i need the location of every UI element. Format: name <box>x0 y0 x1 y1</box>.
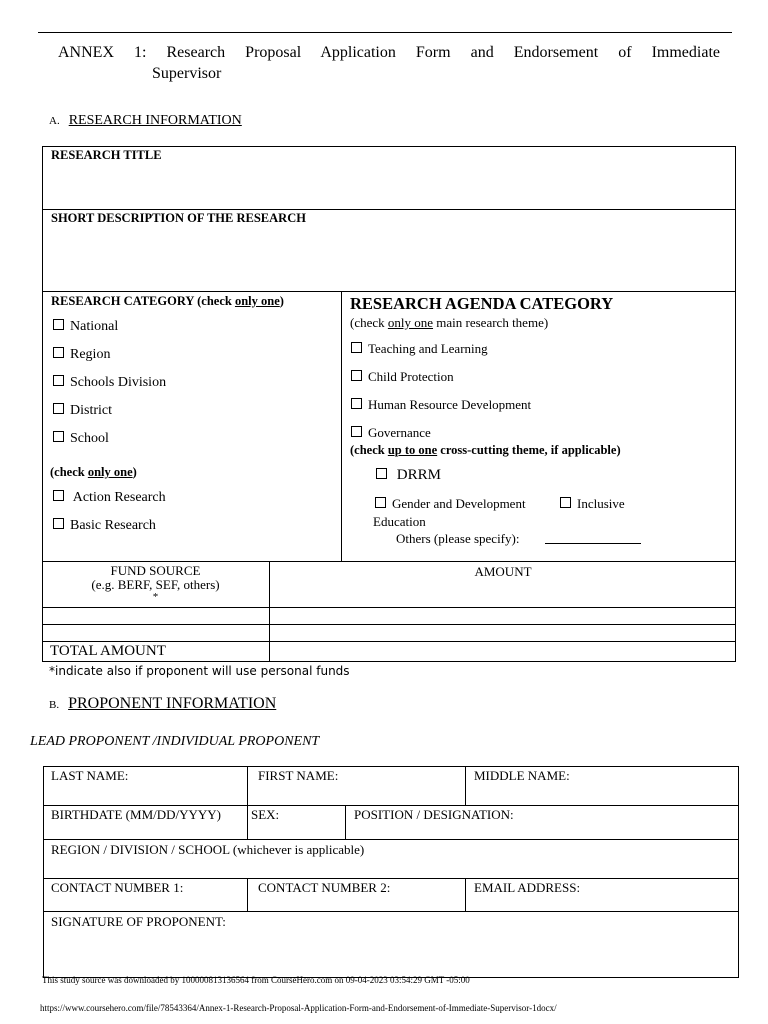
section-b-heading <box>49 695 276 713</box>
amount-header: AMOUNT <box>474 564 532 579</box>
research-type-note <box>50 465 137 480</box>
section-a-heading <box>49 113 242 129</box>
checkbox-label: Gender and Development <box>392 496 526 511</box>
fund-source-header <box>42 564 269 603</box>
annex-title: ANNEX 1: Research Proposal Application Form and Endorsement of Immediate <box>58 44 720 61</box>
inclusive-education-cont: Education <box>373 514 426 529</box>
fund-source-cell[interactable] <box>43 625 268 640</box>
checkbox-icon <box>375 497 386 508</box>
divider <box>42 291 736 292</box>
divider <box>465 766 466 805</box>
checkbox-label: Teaching and Learning <box>368 341 488 356</box>
email-field[interactable]: EMAIL ADDRESS: <box>474 880 581 895</box>
checkbox-icon <box>351 370 362 381</box>
checkbox-region[interactable] <box>53 347 110 363</box>
source-url[interactable]: https://www.coursehero.com/file/78543364/Annex-1-Research-Proposal-Application-Form-and-Endorsement-of-Immediate-Supervisor-1docx/ <box>40 1003 557 1013</box>
others-label: Others (please specify): <box>396 531 520 546</box>
label-text: ) <box>279 294 284 308</box>
checkbox-icon <box>53 319 64 330</box>
signature-field[interactable]: SIGNATURE OF PROPONENT: <box>51 914 226 929</box>
divider <box>43 805 739 806</box>
checkbox-gender-development[interactable] <box>375 496 526 512</box>
checkbox-teaching-learning[interactable] <box>351 341 488 357</box>
checkbox-icon <box>53 403 64 414</box>
total-amount-label: TOTAL AMOUNT <box>50 643 166 659</box>
others-specify-blank[interactable] <box>545 543 641 544</box>
note-emphasis: only one <box>87 465 133 479</box>
fund-source-label: FUND SOURCE <box>110 563 201 578</box>
checkbox-governance[interactable] <box>351 425 431 441</box>
checkbox-icon <box>53 518 64 529</box>
agenda-note <box>350 315 548 331</box>
checkbox-action-research[interactable] <box>53 490 166 506</box>
note-text: main research theme) <box>433 315 549 330</box>
fund-footnote: *indicate also if proponent will use personal funds <box>49 664 350 678</box>
checkbox-label: Child Protection <box>368 369 454 384</box>
checkbox-icon <box>53 431 64 442</box>
note-text: ) <box>132 465 137 479</box>
checkbox-icon <box>560 497 571 508</box>
total-amount-field[interactable] <box>271 642 734 661</box>
agenda-heading: RESEARCH AGENDA CATEGORY <box>350 294 614 313</box>
proponent-info-table <box>43 766 739 978</box>
checkbox-label: Inclusive <box>577 496 625 511</box>
divider <box>42 209 736 210</box>
note-text: (check <box>350 443 388 457</box>
checkbox-label: National <box>70 319 119 334</box>
short-description-label: SHORT DESCRIPTION OF THE RESEARCH <box>51 211 306 225</box>
note-text: cross-cutting theme, if applicable) <box>437 443 621 457</box>
checkbox-label: Basic Research <box>70 518 156 533</box>
divider <box>43 878 739 879</box>
lead-proponent-heading: LEAD PROPONENT /INDIVIDUAL PROPONENT <box>30 734 320 749</box>
label-emphasis: only one <box>234 294 280 308</box>
fund-source-example: (e.g. BERF, SEF, others) <box>91 577 220 592</box>
checkbox-icon <box>351 342 362 353</box>
last-name-field[interactable]: LAST NAME: <box>51 768 129 783</box>
divider <box>43 911 739 912</box>
checkbox-label: School <box>70 431 109 446</box>
contact1-field[interactable]: CONTACT NUMBER 1: <box>51 880 184 895</box>
cross-cutting-note <box>350 443 621 458</box>
note-text: (check <box>350 315 388 330</box>
fund-source-cell[interactable] <box>43 608 268 623</box>
divider <box>465 878 466 911</box>
checkbox-label: Governance <box>368 425 431 440</box>
amount-cell[interactable] <box>271 608 734 623</box>
top-rule <box>38 32 732 33</box>
checkbox-icon <box>351 398 362 409</box>
checkbox-icon <box>351 426 362 437</box>
checkbox-label: Region <box>70 347 111 362</box>
checkbox-school[interactable] <box>53 431 109 447</box>
checkbox-drrm[interactable] <box>376 467 441 483</box>
checkbox-label: District <box>70 403 112 418</box>
research-title-field[interactable] <box>50 168 730 206</box>
checkbox-label: Schools Division <box>70 375 167 390</box>
checkbox-basic-research[interactable] <box>53 518 156 534</box>
divider <box>341 291 342 561</box>
divider <box>42 561 736 562</box>
checkbox-inclusive-education[interactable] <box>560 496 625 512</box>
checkbox-label: Action Research <box>72 490 166 505</box>
middle-name-field[interactable]: MIDDLE NAME: <box>474 768 570 783</box>
research-category-label <box>51 294 284 309</box>
checkbox-schools-division[interactable] <box>53 375 166 391</box>
checkbox-district[interactable] <box>53 403 112 419</box>
divider <box>43 839 739 840</box>
checkbox-icon <box>53 490 64 501</box>
research-title-label: RESEARCH TITLE <box>51 148 162 162</box>
checkbox-icon <box>53 375 64 386</box>
divider <box>345 805 346 839</box>
first-name-field[interactable]: FIRST NAME: <box>258 768 339 783</box>
divider <box>247 766 248 839</box>
checkbox-icon <box>53 347 64 358</box>
section-a-title: RESEARCH INFORMATION <box>68 113 242 128</box>
amount-cell[interactable] <box>271 625 734 640</box>
short-description-field[interactable] <box>50 230 730 288</box>
contact2-field[interactable]: CONTACT NUMBER 2: <box>258 880 391 895</box>
label-text: RESEARCH CATEGORY (check <box>51 294 235 308</box>
note-emphasis: up to one <box>387 443 438 457</box>
section-b-letter: B. <box>49 699 60 711</box>
region-field[interactable]: REGION / DIVISION / SCHOOL (whichever is applicable) <box>51 842 365 857</box>
sex-field[interactable]: SEX: <box>251 807 280 822</box>
checkbox-child-protection[interactable] <box>351 369 454 385</box>
checkbox-national[interactable] <box>53 319 118 335</box>
birthdate-field[interactable]: BIRTHDATE (MM/DD/YYYY) <box>51 807 222 822</box>
section-b-title: PROPONENT INFORMATION <box>68 695 277 712</box>
annex-title-cont: Supervisor <box>152 65 222 82</box>
checkbox-hr-development[interactable] <box>351 397 531 413</box>
position-field[interactable]: POSITION / DESIGNATION: <box>354 807 514 822</box>
note-emphasis: only one <box>387 315 434 330</box>
section-a-letter: A. <box>49 115 60 127</box>
note-text: (check <box>50 465 88 479</box>
divider <box>247 878 248 911</box>
fund-source-asterisk: * <box>152 591 159 603</box>
checkbox-label: Human Resource Development <box>368 397 532 412</box>
download-note: This study source was downloaded by 100000813136564 from CourseHero.com on 09-04-2023 03:54:29 GMT -05:00 <box>42 975 470 985</box>
checkbox-label: DRRM <box>396 467 441 483</box>
checkbox-icon <box>376 468 387 479</box>
